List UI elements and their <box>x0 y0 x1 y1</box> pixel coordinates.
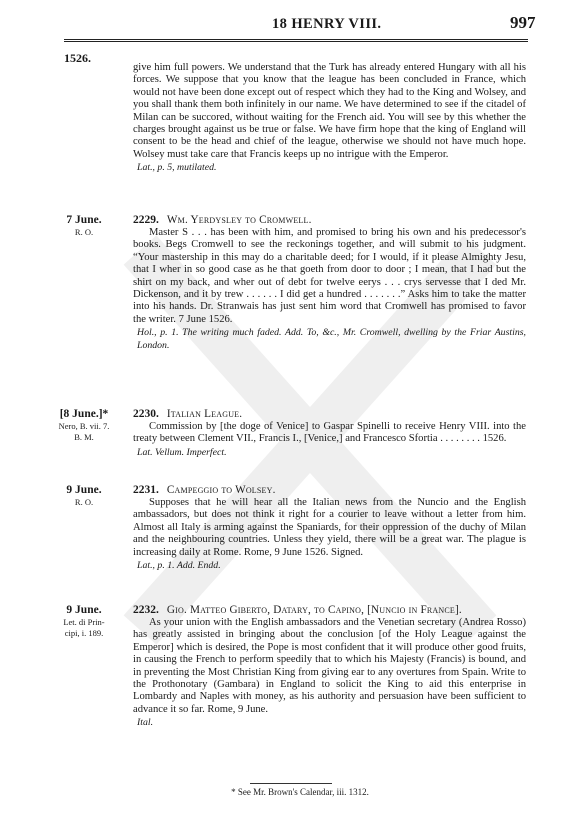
entry-continuation <box>133 62 526 175</box>
entry-2232 <box>133 604 526 730</box>
entry-note: Lat., p. 5, mutilated. <box>137 162 217 174</box>
entry-note: Hol., p. 1. The writing much faded. Add. To, &c., Mr. Cromwell, dwelling by the Friar Austins, London. <box>137 327 526 351</box>
entry-date: 7 June. <box>66 214 102 226</box>
entry-text: Supposes that he will hear all the Italian news from the Nuncio and the English ambassadors, but does not think it right for a courier to leave without a letter from him. Almost all Italy is arming against the Spaniards, for their oppression of the duchy of Milan and the neighbouring countries. Unless they yield, there will be a great war. The plague is increasing daily at Rome. Rome, 9 June 1526. Signed. <box>133 497 526 558</box>
entry-text: Commission by [the doge of Venice] to Gaspar Spinelli to receive Henry VIII. into the treaty between Clement VII., Francis I., [Venice,] and Francesco Sfortia . . . . . . . . 1526. <box>133 421 526 445</box>
entry-source: Nero, B. vii. 7. B. M. <box>58 421 110 442</box>
margin-2230 <box>44 408 124 443</box>
entry-text: give him full powers. We understand that the Turk has already entered Hungary with all his forces. We suppose that you know that the league has been concluded in France, which would not have been done except out of respect which they had to the King and Wolsey, and you shall thank them both infinitely in our name. We have determined to see if the citadel of Milan can be succored, without waiting for the French aid. You will see by this whether the charges brought against us be true or false. We have firm hope that the king of England will consent to be the head and chief of the league, otherwise we should not have much hope. Wolsey must take care that Francis keeps up no intrigue with the Emperor. <box>133 62 526 160</box>
entry-source: R. O. <box>74 497 94 507</box>
page-number: 997 <box>510 13 536 32</box>
entry-2229 <box>133 214 526 352</box>
footnote: * See Mr. Brown's Calendar, iii. 1312. <box>231 787 369 797</box>
entry-heading: 2230. Italian League. <box>133 408 243 420</box>
entry-text: Master S . . . has been with him, and promised to bring his own and his predecessor's books. Begs Cromwell to see the reckonings together, and will submit to his judgment. “Your mastership in this may do a charitable deed; for I would, if it please Almighty Jesu, that I wher in so good case as he that goeth from door to door ; I mean, that I had but the shirt on my back, and wher out of debt for twelve eerys . . . crys servesse that I ded Mr. Dickenson, and it by trew . . . . . . I did get a hundred . . . . . . .” Asks him to take the matter into his hands. Dr. Stranwais has just sent him word that Cromwell has promised to favor the writer. 7 June 1526. <box>133 227 526 325</box>
running-title: 18 HENRY VIII. <box>272 16 382 32</box>
entry-date: 9 June. <box>66 484 102 496</box>
year-margin: 1526. <box>64 51 91 65</box>
entry-2230 <box>133 408 526 459</box>
entry-source: R. O. <box>74 227 94 237</box>
margin-2231 <box>44 484 124 508</box>
entry-heading: 2231. Campeggio to Wolsey. <box>133 484 276 496</box>
entry-source: Let. di Prin- cipi, i. 189. <box>63 617 105 638</box>
entry-note: Lat., p. 1. Add. Endd. <box>137 560 221 572</box>
entry-note: Ital. <box>137 717 154 729</box>
entry-2231 <box>133 484 526 572</box>
entry-text: As your union with the English ambassadors and the Venetian secretary (Andrea Rosso) has greatly assisted in bringing about the conclusion [of the Holy League against the Emperor] which is desired, the Pope is most confident that it will produce other good fruits, in causing the French to perform speedily that to which his Majesty (Francis) is bound, and in preventing the Most Christian King from giving ear to any overtures from Spain. Write to the Prothonotary (Gambara) in England to solicit the King to aid this enterprise in Lombardy and Naples with money, as his authority and persuasion have been sufficient to advance it so far. Rome, 9 June. <box>133 617 526 715</box>
entry-note: Lat. Vellum. Imperfect. <box>137 446 227 458</box>
header-rule <box>64 41 528 42</box>
entry-date: [8 June.]* <box>59 408 109 420</box>
entry-heading: 2229. Wm. Yerdysley to Cromwell. <box>133 214 312 226</box>
margin-2232 <box>44 604 124 639</box>
header-rule <box>64 39 528 40</box>
entry-heading: 2232. Gio. Matteo Giberto, Datary, to Capino, [Nuncio in France]. <box>133 604 462 616</box>
footnote-rule <box>250 783 332 784</box>
margin-2229 <box>44 214 124 238</box>
entry-date: 9 June. <box>66 604 102 616</box>
